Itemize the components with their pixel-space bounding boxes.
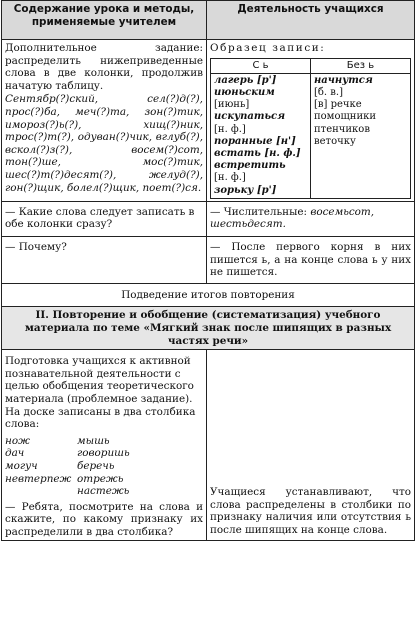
header-students: Деятельность учащихся bbox=[207, 1, 415, 40]
list-item: птенчиков bbox=[314, 123, 370, 135]
question-why: — Почему? bbox=[2, 237, 207, 284]
table-row bbox=[2, 350, 415, 541]
list-item: невтерпеж bbox=[5, 472, 72, 485]
list-item: встретить bbox=[214, 160, 286, 172]
board-text: На доске записаны в два столбика слова: bbox=[5, 405, 196, 431]
table-header-row bbox=[2, 1, 415, 40]
task-intro: Дополнительное задание: распределить нижеприведенные слова в две колонки, продолжив начатую таблицу. bbox=[5, 42, 203, 92]
board-answer: Учащиеся устанавливают, что слова распределены в столбики по признаку наличия или отсутствия ь после шипящих на конце слова. bbox=[207, 350, 415, 541]
sample-right-list bbox=[311, 73, 411, 198]
list-item: говоришь bbox=[77, 447, 130, 460]
question-both-columns: — Какие слова следует записать в обе колонки сразу? bbox=[2, 201, 207, 236]
table-row bbox=[2, 283, 415, 307]
list-item: настежь bbox=[77, 485, 130, 498]
answer-numerals bbox=[207, 201, 415, 236]
list-item: [б. в.] bbox=[314, 87, 343, 98]
board-words bbox=[5, 435, 203, 498]
sample-left-list bbox=[211, 73, 311, 198]
table-row bbox=[2, 307, 415, 350]
list-item: [июнь] bbox=[214, 99, 250, 111]
summary-line: Подведение итогов повторения bbox=[2, 283, 415, 307]
section-title: II. Повторение и обобщение (систематизация) учебного материала по теме «Мягкий знак после шипящих в разных частях речи» bbox=[2, 307, 415, 350]
list-item: лагерь [р'] bbox=[214, 74, 277, 86]
list-item: отрежь bbox=[77, 472, 124, 485]
sample-head-soft: С ь bbox=[211, 58, 311, 73]
lesson-table bbox=[1, 0, 415, 541]
list-item: мышь bbox=[77, 434, 110, 447]
sample-table bbox=[210, 58, 411, 199]
list-item: дач bbox=[5, 447, 25, 460]
list-item: нож bbox=[5, 434, 30, 447]
answer-prefix: — Числительные: bbox=[210, 205, 307, 218]
table-row bbox=[2, 40, 415, 202]
list-item: поранные [н'] bbox=[214, 135, 296, 147]
list-item: веточку bbox=[314, 135, 356, 147]
prep-text: Подготовка учащихся к активной познавательной деятельности с целью обобщения теоретического материала (проблемное задание). bbox=[5, 355, 194, 405]
sample-cell bbox=[207, 40, 415, 202]
list-item: могуч bbox=[5, 459, 38, 472]
header-teacher: Содержание урока и методы, применяемые учителем bbox=[2, 1, 207, 40]
list-item: начнутся bbox=[314, 74, 373, 86]
list-item: помощники bbox=[314, 111, 377, 123]
list-item: июньским bbox=[214, 87, 275, 98]
task-cell bbox=[2, 40, 207, 202]
board-question: — Ребята, посмотрите на слова и скажите, по какому признаку их распределили в два столбика? bbox=[5, 500, 203, 538]
list-item: встать [н. ф.] bbox=[214, 148, 301, 160]
list-item: искупаться bbox=[214, 111, 286, 123]
table-row bbox=[2, 201, 415, 236]
sample-head-nosoft: Без ь bbox=[311, 58, 411, 73]
answer-why: — После первого корня в них пишется ь, а на конце слова ь у них не пишется. bbox=[207, 237, 415, 284]
task-words: Сентябр(?)ский, сел(?)д(?), прос(?)ба, меч(?)та, зон(?)тик, имороз(?)ь(?), хищ(?)ник, трос(?)т(?), одуван(?)чик, вглуб(?), вскол(?)з(?), восем(?)сот, тон(?)ше, мос(?)тик, шес(?)т(?)десят(?), желуд(?), гон(?)щик, болел(?)щик, поет(?)ся. bbox=[5, 93, 203, 194]
list-item: [н. ф.] bbox=[214, 172, 246, 184]
list-item: зорьку [р'] bbox=[214, 184, 277, 196]
answer-words: восемьсот, шестьдесят. bbox=[210, 205, 375, 231]
sample-title: Образец записи: bbox=[210, 42, 326, 54]
board-task-cell bbox=[2, 350, 207, 541]
list-item: [в] речке bbox=[314, 99, 362, 111]
table-row bbox=[2, 237, 415, 284]
list-item: беречь bbox=[77, 459, 115, 472]
list-item: [н. ф.] bbox=[214, 123, 246, 135]
